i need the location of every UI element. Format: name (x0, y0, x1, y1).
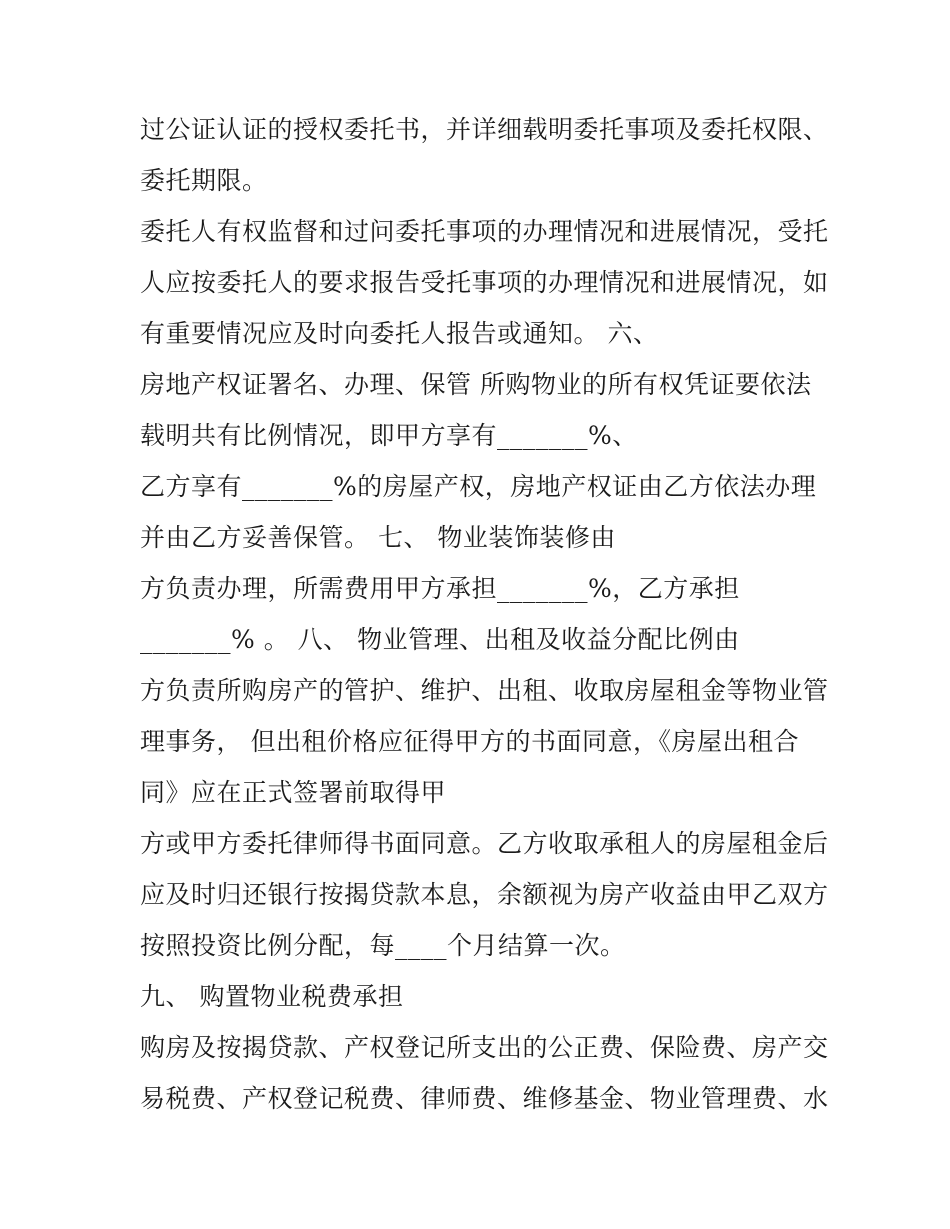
text-line: 九、 购置物业税费承担 (140, 982, 404, 1011)
text-line: 应及时归还银行按揭贷款本息，余额视为房产收益由甲乙双方 (140, 880, 829, 909)
text-line: _______% 。 八、 物业管理、出租及收益分配比例由 (140, 625, 740, 654)
text-line: 人应按委托人的要求报告受托事项的办理情况和进展情况，如 (140, 268, 829, 297)
text-line: 理事务， 但出租价格应征得甲方的书面同意，《房屋出租合 (140, 727, 799, 756)
text-line: 购房及按揭贷款、产权登记所支出的公正费、保险费、房产交 (140, 1033, 829, 1062)
text-line: 委托期限。 (140, 166, 268, 195)
text-line: 委托人有权监督和过问委托事项的办理情况和进展情况，受托 (140, 217, 829, 246)
text-line: 有重要情况应及时向委托人报告或通知。 六、 (140, 319, 659, 348)
text-line: 方负责办理，所需费用甲方承担_______%，乙方承担 (140, 574, 740, 603)
text-line: 同》应在正式签署前取得甲 (140, 778, 447, 807)
text-line: 方负责所购房产的管护、维护、出租、收取房屋租金等物业管 (140, 676, 829, 705)
text-line: 方或甲方委托律师得书面同意。乙方收取承租人的房屋租金后 (140, 829, 829, 858)
text-line: 并由乙方妥善保管。 七、 物业装饰装修由 (140, 523, 616, 552)
text-line: 乙方享有_______%的房屋产权，房地产权证由乙方依法办理 (140, 472, 817, 501)
text-line: 载明共有比例情况，即甲方享有_______%、 (140, 421, 638, 450)
document-body (140, 104, 840, 1124)
text-line: 房地产权证署名、办理、保管 所购物业的所有权凭证要依法 (140, 370, 812, 399)
text-line: 过公证认证的授权委托书，并详细载明委托事项及委托权限、 (140, 115, 829, 144)
text-line: 易税费、产权登记税费、律师费、维修基金、物业管理费、水 (140, 1084, 829, 1113)
text-line: 按照投资比例分配，每____个月结算一次。 (140, 931, 626, 960)
